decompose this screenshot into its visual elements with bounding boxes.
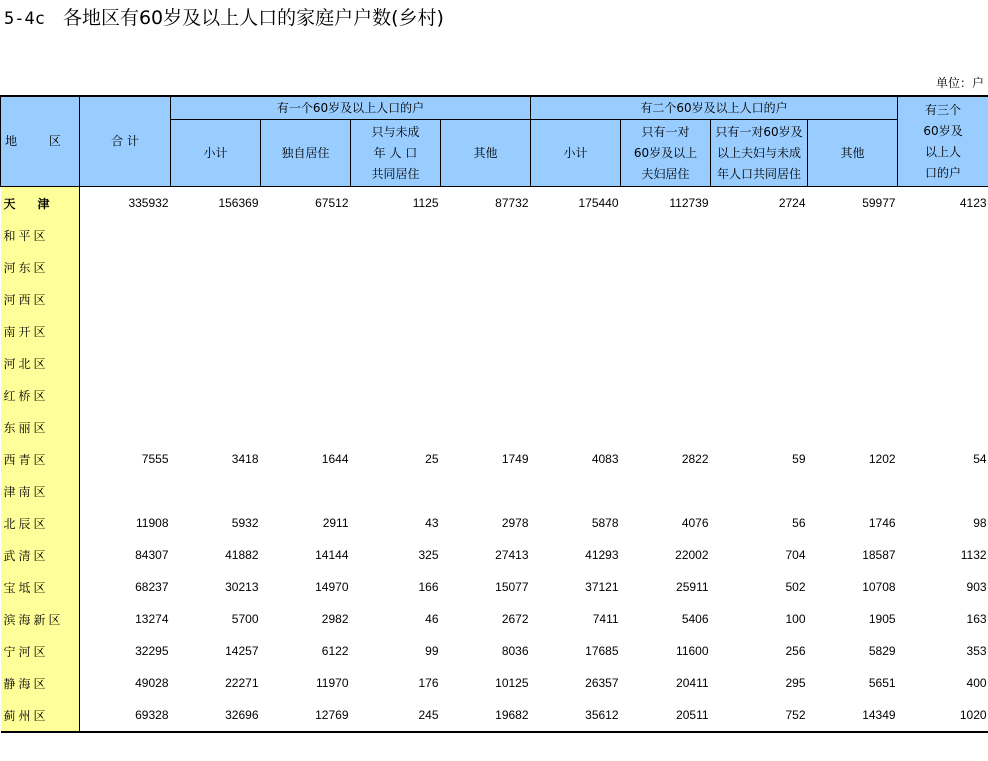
value-cell (808, 475, 898, 507)
value-cell (261, 379, 351, 411)
statistics-table (0, 95, 988, 733)
value-cell: 400 (966, 676, 987, 690)
value-cell (531, 411, 621, 443)
value-cell (531, 219, 621, 251)
total-header: 合 计 (80, 96, 171, 187)
value-cell (898, 379, 988, 411)
value-cell: 7411 (592, 612, 619, 626)
value-cell: 87732 (495, 196, 529, 210)
value-cell (441, 411, 531, 443)
table-body (1, 187, 988, 733)
value-cell: 41882 (225, 548, 259, 562)
value-cell: 5651 (868, 676, 896, 690)
value-cell: 32696 (171, 699, 261, 732)
group-three-header: 有三个 60岁及 以上人 口的户 (898, 96, 988, 187)
value-cell (171, 283, 261, 315)
region-cell: 宝坻区 (1, 571, 80, 603)
value-cell: 3418 (231, 452, 259, 466)
value-cell (80, 219, 171, 251)
value-cell: 10708 (862, 580, 896, 594)
value-cell: 67512 (315, 196, 349, 210)
value-cell (441, 315, 531, 347)
g1-with-minors-header: 只与未成 年 人 口 共同居住 (351, 120, 441, 187)
value-cell (261, 219, 351, 251)
value-cell: 49028 (135, 676, 169, 690)
value-cell (171, 347, 261, 379)
value-cell (621, 219, 711, 251)
table-row (1, 539, 988, 571)
value-cell: 84307 (135, 548, 169, 562)
value-cell (80, 315, 171, 347)
unit-label: 单位：户 (935, 76, 984, 90)
value-cell: 11600 (676, 644, 709, 658)
value-cell: 295 (785, 676, 806, 690)
g1-other-header: 其他 (441, 120, 531, 187)
value-cell (351, 475, 441, 507)
value-cell (80, 283, 171, 315)
value-cell (261, 411, 351, 443)
table-row (1, 283, 988, 315)
value-cell: 5932 (231, 516, 259, 530)
value-cell (621, 251, 711, 283)
value-cell: 25 (425, 452, 439, 466)
value-cell: 1644 (321, 452, 349, 466)
value-cell: 17685 (585, 644, 619, 658)
table-row (1, 475, 988, 507)
value-cell: 6122 (321, 644, 349, 658)
value-cell: 43 (425, 516, 439, 530)
table-code: 5-4c (4, 9, 45, 29)
value-cell (898, 219, 988, 251)
value-cell: 1020 (898, 699, 988, 732)
value-cell: 15077 (495, 580, 529, 594)
value-cell (808, 283, 898, 315)
value-cell: 2724 (778, 196, 806, 210)
value-cell (711, 411, 808, 443)
value-cell: 256 (785, 644, 806, 658)
table-row (1, 443, 988, 475)
region-cell: 河西区 (1, 283, 80, 315)
value-cell: 1202 (868, 452, 896, 466)
table-header (1, 96, 988, 187)
value-cell (808, 219, 898, 251)
value-cell: 14144 (315, 548, 349, 562)
value-cell: 2672 (501, 612, 529, 626)
value-cell (898, 411, 988, 443)
value-cell (531, 347, 621, 379)
value-cell: 20411 (676, 676, 709, 690)
region-cell: 东丽区 (1, 411, 80, 443)
value-cell (898, 347, 988, 379)
value-cell (621, 379, 711, 411)
region-cell: 北辰区 (1, 507, 80, 539)
value-cell (531, 251, 621, 283)
group-one-header: 有一个60岁及以上人口的户 (171, 96, 531, 120)
value-cell (80, 347, 171, 379)
value-cell: 1125 (412, 196, 439, 210)
value-cell: 59977 (862, 196, 896, 210)
g2-subtotal-header: 小计 (531, 120, 621, 187)
value-cell (808, 251, 898, 283)
value-cell: 12769 (261, 699, 351, 732)
value-cell (171, 475, 261, 507)
value-cell: 69328 (80, 699, 171, 732)
table-row (1, 251, 988, 283)
value-cell (80, 475, 171, 507)
value-cell (711, 315, 808, 347)
region-cell: 津南区 (1, 475, 80, 507)
g2-other-header: 其他 (808, 120, 898, 187)
value-cell (531, 379, 621, 411)
table-row (1, 635, 988, 667)
value-cell: 4123 (959, 196, 987, 210)
value-cell (621, 475, 711, 507)
value-cell: 20511 (621, 699, 711, 732)
value-cell (351, 411, 441, 443)
value-cell: 41293 (585, 548, 619, 562)
value-cell: 2822 (681, 452, 709, 466)
region-cell: 南开区 (1, 315, 80, 347)
value-cell (531, 283, 621, 315)
value-cell: 35612 (531, 699, 621, 732)
value-cell (621, 283, 711, 315)
region-cell: 河北区 (1, 347, 80, 379)
value-cell (531, 475, 621, 507)
table-row (1, 603, 988, 635)
value-cell (80, 251, 171, 283)
value-cell (441, 283, 531, 315)
value-cell (898, 315, 988, 347)
region-cell: 红桥区 (1, 379, 80, 411)
value-cell: 25911 (676, 580, 709, 594)
value-cell (261, 283, 351, 315)
value-cell: 68237 (135, 580, 169, 594)
value-cell: 752 (711, 699, 808, 732)
region-cell: 河东区 (1, 251, 80, 283)
value-cell (351, 219, 441, 251)
value-cell: 704 (785, 548, 806, 562)
value-cell (711, 347, 808, 379)
value-cell (711, 379, 808, 411)
g2-couple-header: 只有一对 60岁及以上 夫妇居住 (621, 120, 711, 187)
value-cell (261, 475, 351, 507)
value-cell (171, 251, 261, 283)
value-cell: 13274 (135, 612, 169, 626)
value-cell (808, 315, 898, 347)
value-cell (808, 411, 898, 443)
value-cell: 37121 (585, 580, 619, 594)
value-cell (171, 379, 261, 411)
table-row (1, 507, 988, 539)
value-cell: 54 (973, 452, 987, 466)
region-cell: 天津 (1, 187, 80, 220)
value-cell (441, 379, 531, 411)
value-cell: 1749 (501, 452, 529, 466)
value-cell (171, 219, 261, 251)
value-cell: 22271 (225, 676, 259, 690)
value-cell (80, 411, 171, 443)
value-cell: 32295 (135, 644, 169, 658)
value-cell: 903 (966, 580, 987, 594)
value-cell (808, 347, 898, 379)
value-cell: 98 (973, 516, 987, 530)
region-cell: 静海区 (1, 667, 80, 699)
value-cell (898, 283, 988, 315)
value-cell (171, 411, 261, 443)
value-cell: 46 (425, 612, 439, 626)
value-cell: 59 (792, 452, 806, 466)
value-cell: 19682 (441, 699, 531, 732)
value-cell: 22002 (675, 548, 709, 562)
value-cell: 5878 (591, 516, 619, 530)
table-row (1, 347, 988, 379)
value-cell: 502 (785, 580, 806, 594)
value-cell (711, 283, 808, 315)
region-cell: 宁河区 (1, 635, 80, 667)
value-cell (441, 475, 531, 507)
value-cell: 99 (425, 644, 439, 658)
table-row (1, 187, 988, 220)
value-cell (441, 347, 531, 379)
value-cell (711, 251, 808, 283)
value-cell: 353 (966, 644, 987, 658)
value-cell (261, 347, 351, 379)
value-cell: 100 (785, 612, 806, 626)
value-cell: 5829 (868, 644, 896, 658)
value-cell: 4083 (591, 452, 619, 466)
value-cell (171, 315, 261, 347)
table-row (1, 315, 988, 347)
value-cell: 18587 (862, 548, 896, 562)
value-cell: 27413 (495, 548, 529, 562)
page-title (4, 6, 444, 31)
value-cell (261, 251, 351, 283)
value-cell: 10125 (495, 676, 529, 690)
value-cell (80, 379, 171, 411)
table-row (1, 379, 988, 411)
region-cell: 滨海新区 (1, 603, 80, 635)
value-cell (621, 315, 711, 347)
value-cell: 175440 (578, 196, 619, 210)
value-cell: 163 (966, 612, 987, 626)
value-cell: 2982 (321, 612, 349, 626)
value-cell (261, 315, 351, 347)
region-cell: 西青区 (1, 443, 80, 475)
value-cell: 11970 (316, 676, 349, 690)
table-row (1, 411, 988, 443)
value-cell (351, 283, 441, 315)
value-cell (711, 475, 808, 507)
value-cell (351, 251, 441, 283)
value-cell: 1746 (868, 516, 896, 530)
table-row (1, 571, 988, 603)
table-title: 各地区有60岁及以上人口的家庭户户数(乡村) (62, 7, 444, 29)
value-cell (441, 219, 531, 251)
table-row (1, 219, 988, 251)
table-row (1, 699, 988, 732)
value-cell: 4076 (681, 516, 709, 530)
value-cell (711, 219, 808, 251)
value-cell (351, 379, 441, 411)
region-header: 地 区 (1, 96, 80, 187)
value-cell: 7555 (141, 452, 169, 466)
value-cell: 26357 (585, 676, 619, 690)
value-cell (621, 347, 711, 379)
value-cell: 112739 (669, 196, 709, 210)
value-cell: 14970 (315, 580, 349, 594)
value-cell: 325 (418, 548, 439, 562)
value-cell: 156369 (218, 196, 259, 210)
value-cell: 176 (418, 676, 439, 690)
region-cell: 武清区 (1, 539, 80, 571)
value-cell (621, 411, 711, 443)
value-cell (441, 251, 531, 283)
value-cell: 5406 (681, 612, 709, 626)
value-cell: 245 (351, 699, 441, 732)
value-cell: 8036 (501, 644, 529, 658)
table-row (1, 667, 988, 699)
g2-couple-with-minors-header: 只有一对60岁及 以上夫妇与未成 年人口共同居住 (711, 120, 808, 187)
value-cell (351, 315, 441, 347)
value-cell (808, 379, 898, 411)
value-cell: 11908 (136, 516, 169, 530)
value-cell (898, 251, 988, 283)
value-cell: 2978 (501, 516, 529, 530)
value-cell: 1132 (960, 548, 987, 562)
value-cell: 166 (418, 580, 439, 594)
value-cell: 56 (792, 516, 806, 530)
g1-subtotal-header: 小计 (171, 120, 261, 187)
value-cell: 1905 (868, 612, 896, 626)
region-cell: 和平区 (1, 219, 80, 251)
value-cell: 14257 (225, 644, 259, 658)
value-cell (531, 315, 621, 347)
region-cell: 蓟州区 (1, 699, 80, 732)
value-cell: 5700 (231, 612, 259, 626)
value-cell: 2911 (322, 516, 349, 530)
value-cell: 14349 (808, 699, 898, 732)
group-two-header: 有二个60岁及以上人口的户 (531, 96, 898, 120)
value-cell: 335932 (128, 196, 169, 210)
value-cell (351, 347, 441, 379)
value-cell: 30213 (225, 580, 259, 594)
g1-alone-header: 独自居住 (261, 120, 351, 187)
value-cell (898, 475, 988, 507)
